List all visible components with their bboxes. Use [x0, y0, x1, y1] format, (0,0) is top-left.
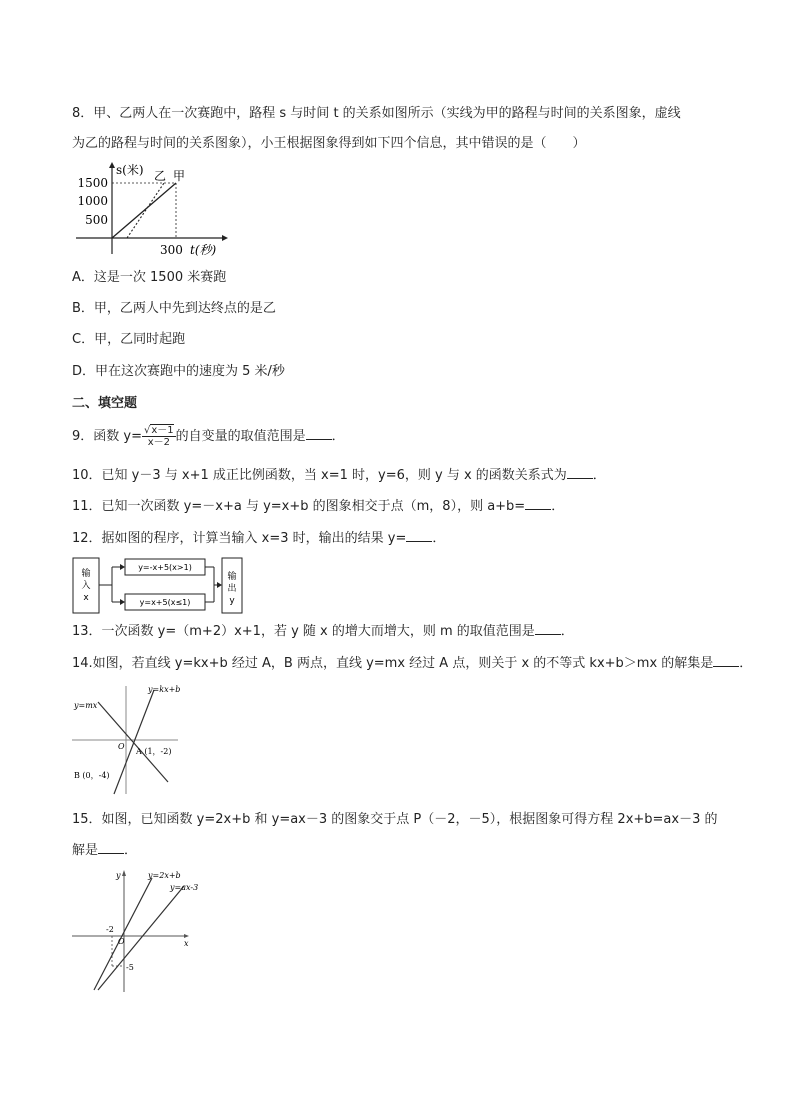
q12-branch-top: y=-x+5(x>1) [138, 563, 192, 572]
q8-graph [72, 158, 232, 258]
q14-label-b: B (0，-4) [74, 771, 110, 780]
q14-graph [72, 684, 182, 796]
q15-answer-blank[interactable] [98, 841, 124, 854]
q8-y-tick-1000: 1000 [77, 194, 108, 208]
q15-label-neg5: -5 [126, 963, 134, 972]
q12-input-char3: x [83, 593, 89, 603]
q8-y-label: s(米) [116, 163, 144, 177]
q15-line2 [72, 841, 137, 861]
q8-x-arrow [222, 235, 228, 241]
q15-line-ax [98, 886, 184, 990]
q13 [72, 622, 574, 642]
q10-answer-blank[interactable] [567, 466, 593, 479]
q11-answer-blank[interactable] [525, 497, 551, 510]
q9-suffix: 的自变量的取值范围是 [175, 429, 306, 444]
q12-output-char1: 输 [227, 572, 237, 582]
q8-option-a: A．这是一次 1500 米赛跑 [72, 270, 227, 285]
q9-end: ． [331, 429, 345, 444]
q14-text: 14.如图，若直线 y=kx+b 经过 A，B 两点，直线 y=mx 经过 A 点，则关于 x 的不等式 kx+b＞mx 的解集是 [72, 656, 714, 671]
q12-input-char1: 输 [81, 569, 91, 579]
q13-text: 13．一次函数 y=（m+2）x+1，若 y 随 x 的增大而增大，则 m 的取值范围是 [72, 624, 535, 639]
q8-y-tick-1500: 1500 [77, 176, 108, 190]
q15-label-ax: y=ax-3 [170, 883, 199, 892]
q14-label-a: A (1，-2) [136, 747, 172, 756]
q15-label-x: x [184, 939, 189, 948]
q9-denominator: x－2 [147, 437, 170, 448]
q11 [72, 497, 564, 517]
q12-input-char2: 入 [81, 581, 91, 591]
q10 [72, 466, 606, 486]
q14-line-mx [98, 702, 168, 782]
q8-line2: 为乙的路程与时间的关系图象），小王根据图象得到如下四个信息，其中错误的是（ ） [72, 136, 586, 151]
q15-line1: 15．如图，已知函数 y=2x+b 和 y=ax－3 的图象交于点 P（－2，－5），根据图象可得方程 2x+b=ax－3 的 [72, 812, 718, 827]
q8-label-yi: 乙 [154, 169, 167, 183]
q14-answer-blank[interactable] [713, 654, 739, 667]
q8-option-b: B．甲，乙两人中先到达终点的是乙 [72, 301, 276, 316]
q15-label-neg2: -2 [106, 925, 114, 934]
q8-option-d: D．甲在这次赛跑中的速度为 5 米/秒 [72, 364, 285, 379]
q15-text2: 解是 [72, 843, 99, 858]
q8-line-jia [112, 183, 176, 238]
q14 [72, 654, 752, 674]
q14-label-origin: O [118, 742, 125, 751]
q15-label-2x: y=2x+b [148, 871, 181, 880]
section2-title: 二、填空题 [72, 396, 138, 411]
q15-end: ． [124, 843, 138, 858]
q15-label-y: y [116, 871, 121, 880]
q9-answer-blank[interactable] [306, 427, 332, 440]
q8-x-tick: 300 [160, 243, 183, 257]
q13-end: ． [560, 624, 574, 639]
q12-output-char2: 出 [227, 584, 237, 594]
q8-option-c: C．甲，乙同时起跑 [72, 332, 186, 347]
q15-graph [72, 866, 199, 994]
q8-label-jia: 甲 [173, 169, 186, 183]
q9-prefix: 9．函数 y= [72, 429, 142, 444]
q12-branch-bottom: y=x+5(x≤1) [139, 598, 191, 607]
q12-flow-diagram [72, 555, 244, 617]
q13-answer-blank[interactable] [535, 622, 561, 635]
q9-fraction: $\frac{√x-1}{x-2}$ [144, 425, 174, 448]
q11-text: 11．已知一次函数 y=－x+a 与 y=x+b 的图象相交于点（m，8），则 a+b= [72, 499, 526, 514]
q8-line-yi [127, 183, 164, 238]
q12-text: 12．据如图的程序，计算当输入 x=3 时，输出的结果 y= [72, 531, 407, 546]
q8-x-label: t(秒) [190, 243, 217, 257]
q15-line-2x [94, 878, 152, 990]
q15-label-origin: O [118, 937, 125, 946]
q12-answer-blank[interactable] [406, 529, 432, 542]
q8-line1: 8．甲、乙两人在一次赛跑中，路程 s 与时间 t 的关系如图所示（实线为甲的路程与时间的关系图象，虚线 [72, 106, 681, 121]
q14-label-kx: y=kx+b [148, 685, 181, 694]
q8-y-tick-500: 500 [85, 213, 108, 227]
q10-end: ． [592, 468, 606, 483]
q12 [72, 529, 445, 549]
q14-label-mx: y=mx [74, 701, 98, 710]
q12-end: ． [432, 531, 446, 546]
q14-end: ． [739, 656, 753, 671]
q12-output-char3: y [229, 596, 235, 606]
q9 [72, 422, 345, 452]
q11-end: ． [551, 499, 565, 514]
q10-text: 10．已知 y－3 与 x+1 成正比例函数，当 x=1 时，y=6，则 y 与 x 的函数关系式为 [72, 468, 567, 483]
q8-y-arrow [109, 162, 115, 168]
q9-numerator: x－1 [151, 425, 174, 436]
